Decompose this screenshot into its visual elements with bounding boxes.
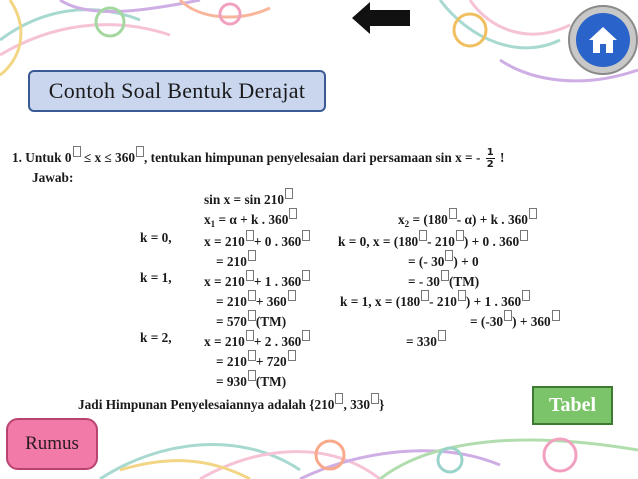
solution-text: x [398,212,405,227]
problem-text-c: , tentukan himpunan penyelesaian dari persamaan sin x = - [144,150,484,165]
solution-text: x = (180 [374,294,421,309]
degree-box [302,270,310,281]
degree-box [289,208,297,219]
degree-box [246,230,254,241]
solution-line [406,330,446,350]
solution-text: x [204,212,211,227]
solution-text: = 330 [406,334,437,349]
solution-text: = 210 [216,294,247,309]
back-button[interactable] [352,2,412,34]
solution-line [338,230,528,250]
solution-text: - 210 [427,234,455,249]
problem-statement [12,146,504,170]
solution-text: = - 30 [408,274,440,289]
fraction [486,147,495,170]
back-arrow-icon [352,2,412,34]
degree-box [248,250,256,261]
degree-box [438,330,446,341]
solution-text: sin x = sin 210 [204,192,284,207]
solution-line [216,290,296,310]
degree-box [371,393,379,404]
solution-line [204,330,310,350]
solution-line [216,250,256,270]
fraction-numerator: 1 [486,147,494,159]
solution-text: x = 210 [204,334,245,349]
degree-box [520,230,528,241]
solution-text: + 360 [255,294,287,309]
degree-box [522,290,530,301]
degree-box [458,290,466,301]
degree-box [136,146,144,157]
solution-line [204,188,293,208]
solution-line [470,310,560,330]
solution-text: - α) + k . 360 [456,212,528,227]
solution-line [204,270,310,290]
degree-box [248,290,256,301]
page-title: Contoh Soal Bentuk Derajat [28,70,326,112]
degree-box [285,188,293,199]
solution-line [216,310,286,330]
conclusion-text: Jadi Himpunan Penyelesaiannya adalah {210 [78,397,335,412]
degree-box [288,350,296,361]
solution-line [204,208,297,229]
solution-text: ) + 1 . 360 [465,294,522,309]
solution-line [204,230,310,250]
k-label: k = 1, [140,270,172,285]
rumus-button[interactable]: Rumus [6,418,98,470]
home-icon [563,2,638,77]
solution-text: ) + 0 . 360 [463,234,520,249]
solution-text: k = 1, [340,294,372,309]
solution-text: = 570 [216,314,247,329]
solution-text: x = 210 [204,274,245,289]
home-button[interactable] [563,2,638,77]
subscript: 2 [404,219,410,229]
solution-text: = (-30 [470,314,504,329]
degree-box [529,208,537,219]
solution-line [408,270,479,290]
problem-text-b: ≤ x ≤ 360 [80,150,135,165]
solution-text: + 720 [255,354,287,369]
answer-label: Jawab: [32,170,74,185]
solution-line [408,250,479,270]
conclusion [78,393,384,413]
solution-text: x = (180 [372,234,419,249]
degree-box [248,350,256,361]
solution-text: + 0 . 360 [253,234,302,249]
solution-text: + 1 . 360 [253,274,302,289]
degree-box [302,230,310,241]
solution-text: (TM) [255,374,287,389]
solution-line [340,290,530,310]
degree-box [246,330,254,341]
solution-text: (TM) [255,314,287,329]
degree-box [288,290,296,301]
solution-text: = 210 [216,354,247,369]
solution-line [398,208,537,229]
degree-box [73,146,81,157]
degree-box [504,310,512,321]
k-label: k = 2, [140,330,172,345]
degree-box [248,370,256,381]
solution-text: + 2 . 360 [253,334,302,349]
solution-text: ) + 360 [512,314,551,329]
degree-box [552,310,560,321]
fraction-denominator: 2 [486,159,494,171]
degree-box [419,230,427,241]
degree-box [246,270,254,281]
solution-line [216,350,296,370]
subscript: 1 [210,219,216,229]
solution-text: - 210 [429,294,457,309]
tabel-button[interactable]: Tabel [532,386,613,425]
problem-text-end: ! [496,150,505,165]
solution-line [216,370,286,390]
degree-box [456,230,464,241]
degree-box [421,290,429,301]
solution-text: = (- 30 [408,254,445,269]
solution-text: = α + k . 360 [215,212,289,227]
solution-text: x = 210 [204,234,245,249]
degree-box [302,330,310,341]
problem-text-a: 1. Untuk 0 [12,150,72,165]
solution-text: = 210 [216,254,247,269]
solution-text: = (180 [409,212,448,227]
degree-box [441,270,449,281]
conclusion-text: } [379,397,385,412]
solution-text: k = 0, [338,234,370,249]
solution-text: ) + 0 [453,254,479,269]
solution-text: = 930 [216,374,247,389]
degree-box [449,208,457,219]
k-label: k = 0, [140,230,172,245]
conclusion-text: , 330 [343,397,371,412]
solution-text: (TM) [448,274,480,289]
degree-box [248,310,256,321]
